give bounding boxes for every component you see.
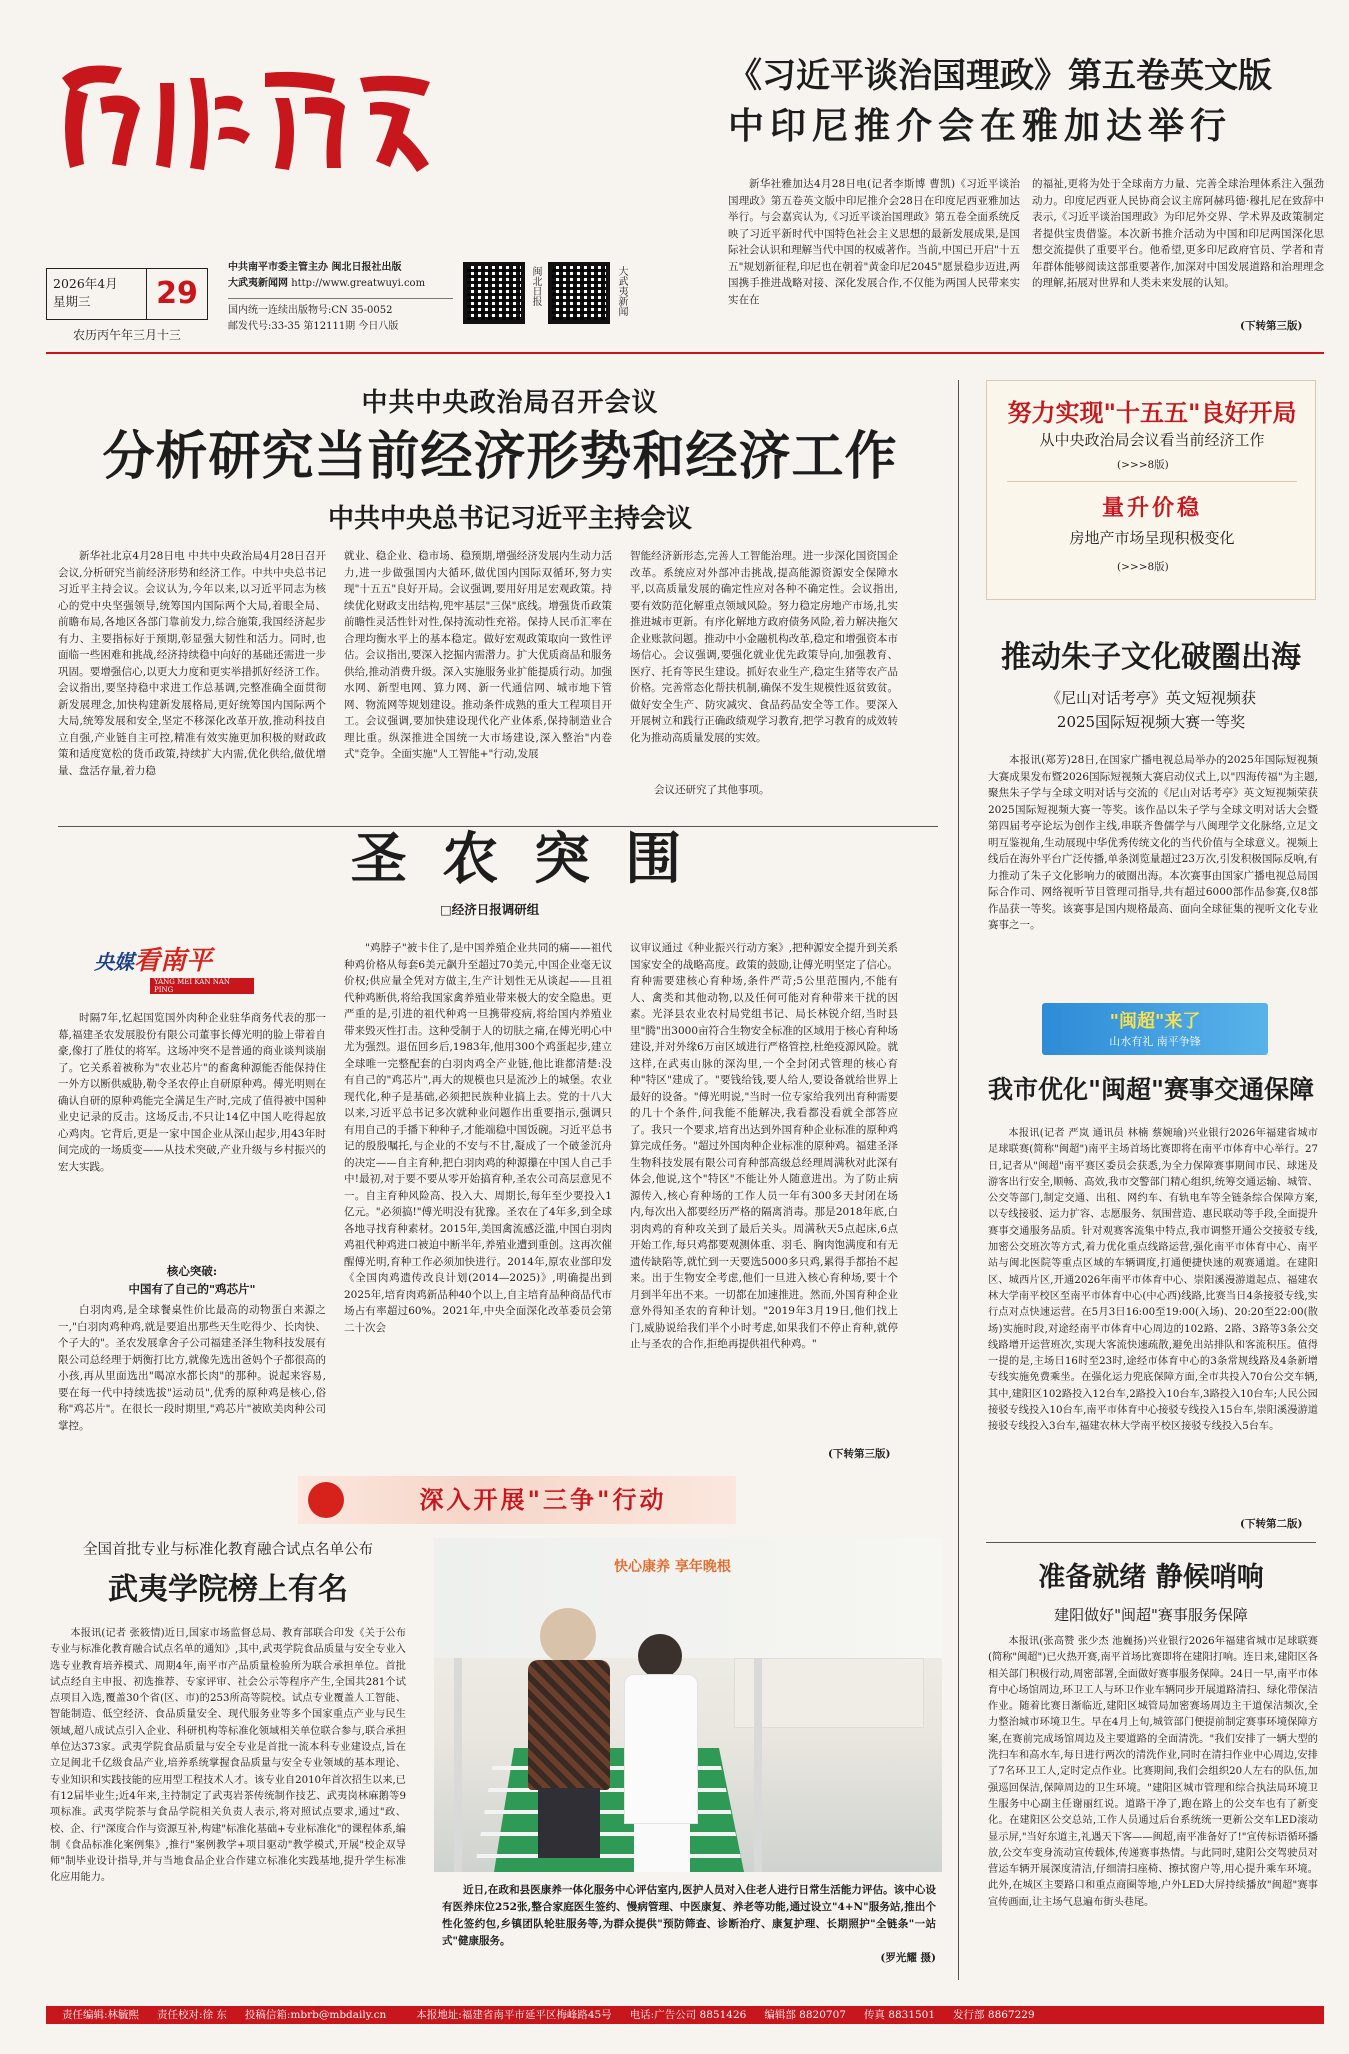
ref-box	[986, 380, 1316, 600]
sidebar-rule	[986, 1542, 1316, 1543]
issue-date: 2026年4月	[53, 276, 118, 291]
lead-story-text-2: 就业、稳企业、稳市场、稳预期,增强经济发展内生动力活力,进一步做强国内大循环,做优国内国际双循环,努力实现"十五五"良好开局。会议强调,要用好用足宏观政策。持续优化财政支出结构,兜牢基层"三保"底线。增强货币政策前瞻性灵活性针对性,保持流动性充裕。保持人民币汇率在合理均衡水平上的基本稳定。做好宏观政策取向一致性评估。会议指出,要深入挖掘内需潜力。扩大优质商品和服务供给,推动消费升级。深入实施服务业扩能提质行动。加强水网、新型电网、算力网、新一代通信网、城市地下管网、物流网等规划建设。推动条件成熟的重大工程项目开工。会议强调,要加快建设现代化产业体系,保持制造业合理比重。纵深推进全国统一大市场建设,深入整治"内卷式"竞争。全面实施"人工智能+"行动,发展	[344, 550, 612, 760]
ready-headline: 准备就绪 静候哨响	[1038, 1562, 1264, 1593]
lead-story-end: 会议还研究了其他事项。	[654, 784, 770, 796]
ref-box-page-1[interactable]: (>>>8版)	[1117, 459, 1169, 471]
badge-english: YANG MEI KAN NAN PING	[150, 978, 254, 994]
date-box	[46, 268, 208, 320]
ref-box-page-2[interactable]: (>>>8版)	[1117, 561, 1169, 573]
website-line	[228, 276, 453, 292]
footer-email[interactable]: 投稿信箱:mbrb@mbdaily.cn	[244, 2009, 387, 2021]
ref-box-title: 努力实现"十五五"良好开局	[1007, 399, 1297, 427]
footer-desk-phone: 编辑部 8820707	[764, 2009, 846, 2021]
qr-code-2[interactable]	[548, 262, 610, 324]
zhu-subhead-1: 《尼山对话考亭》英文短视频获	[1045, 689, 1256, 707]
top-story-headline-2: 中印尼推介会在雅加达举行	[728, 106, 1233, 147]
feature-col3	[630, 940, 898, 1444]
edu-story-headline: 武夷学院榜上有名	[108, 1572, 348, 1607]
ready-body	[988, 1634, 1318, 1984]
ready-subhead: 建阳做好"闽超"赛事服务保障	[1054, 1606, 1248, 1624]
zhu-text: 本报讯(郑芳)28日,在国家广播电视总局举办的2025年国际短视频大赛成果发布暨2026国际短视频大赛启动仪式上,以"四海传福"为主题,聚焦朱子学与全球文明对话与交流的《尼山对话考亭》英文短视频荣获2025国际短视频大赛一等奖。该作品以朱子学与全球文明对话大会暨第四届考亭论坛为创作主线,串联齐鲁儒学与八闽理学文化脉络,立足文明互鉴视角,生动展现中华优秀传统文化的当代价值与全球意义。视频上线后在海外平台广泛传播,单条浏览量超过23万次,引发积极国际反响,有力推动了朱子文化影响力的破圈出海。本次赛事由国家广播电视总局国际合作司、网络视听节目管理司指导,共有超过6000部作品参赛,仅8部作品获一等奖。该赛事是国内规格最高、面向全球征集的视听文化专业赛事之一。	[988, 754, 1318, 931]
ready-text: 本报讯(张高赞 张少杰 池巍扬)兴业银行2026年福建省城市足球联赛(简称"闽超")已火热开赛,南平首场比赛即将在建阳打响。连日来,建阳区各相关部门积极行动,周密部署,全面做好赛事服务保障。24日一早,南平市体育中心场馆周边,环卫工人与环卫作业车辆同步开展道路清扫、绿化带保洁作业。随着比赛日渐临近,建阳区城管局加密赛场周边主干道保洁频次,全力整治城市环境卫生。早在4月上旬,城管部门便提前制定赛事环境保障方案,在赛前完成场馆周边及主要道路的全面清洗。"我们安排了一辆大型的洗扫车和高水车,每日进行两次的清洗作业,同时在清扫作业中心周边,安排了7名环卫工人,定时定点作业。比赛期间,我们会组织20人左右的队伍,加强巡回保洁,保障周边的卫生环境。"建阳区城市管理和综合执法局环境卫生服务中心副主任谢丽红说。道路干净了,跑在路上的公交车也有了新变化。在建阳区公交总站,工作人员通过后台系统统一更新公交车LED滚动显示屏,"当好东道主,礼遇天下客——闽超,南平准备好了!"宣传标语循环播放,公交车变身流动宣传载体,传递赛事热情。与此同时,建阳公交驾驶员对营运车辆开展深度清洁,仔细清扫座椅、擦拭窗户等,用心提升乘车环境。此外,在城区主要路口和重点商圈等地,户外LED大屏持续播放"闽超"赛事宣传画面,让主场气息遍布街头巷尾。	[988, 1636, 1318, 1908]
lead-story-text-3: 智能经济新形态,完善人工智能治理。进一步深化国资国企改革。系统应对外部冲击挑战,提高能源资源安全保障水平,以高质量发展的确定性应对各种不确定性。会议指出,要有效防范化解重点领域风险。努力稳定房地产市场,扎实推进城市更新。有序化解地方政府债务风险,着力解决拖欠企业账款问题。推动中小金融机构改革,稳定和增强资本市场信心。会议强调,要强化就业优先政策导向,加强教育、医疗、托育等民生建设。抓好农业生产,稳定生猪等农产品价格。完善常态化帮扶机制,确保不发生规模性返贫致贫。做好安全生产、防灾减灾、食品药品安全等工作。要深入开展树立和践行正确政绩观学习教育,把学习教育的成效转化为推动高质量发展的实效。	[630, 550, 898, 744]
top-story-headline-1: 《习近平谈治国理政》第五卷英文版	[728, 56, 1272, 96]
feature-text-2: "鸡脖子"被卡住了,是中国养殖企业共同的痛——祖代种鸡价格从每套6美元飙升至超过70美元,中国企业毫无议价权;供应量全凭对方做主,生产计划性无从谈起——且祖代种鸡断供,将给我国家禽养殖业带来极大的安全隐患。更严重的是,引进的祖代种鸡一旦携带疫病,将给国内养殖业带来毁灭性打击。这种受制于人的切肤之痛,在傅光明心中尤为强烈。退伍回乡后,1983年,他用300个鸡蛋起步,建立全球唯一完整配套的白羽肉鸡全产业链,他比谁都清楚:没有自己的"鸡芯片",再大的规模也只是流沙上的城堡。农业现代化,种子是基础,必须把民族种业搞上去。党的十八大以来,习近平总书记多次就种业问题作出重要指示,强调只有用自己的手播下种种子,才能端稳中国饭碗。习近平总书记的殷殷嘱托,与企业的不安与不甘,凝成了一个破釜沉舟的决定——自主育种,把白羽肉鸡的种源攥在中国人自己手中!最初,对于要不要从零开始搞育种,圣农公司高层意见不一。自主育种风险高、投入大、周期长,每年至少要投入1亿元。"必须搞!"傅光明没有犹豫。圣农在了4年多,到全球各地寻找育种素材。2015年,美国禽流感泛滥,中国白羽肉鸡祖代种鸡进口被迫中断半年,养殖业遭到重创。这再次催醒傅光明,育种工作必须加快进行。2014年,原农业部印发《全国肉鸡遗传改良计划(2014—2025)》,明确提出到2025年,培育肉鸡新品种40个以上,自主培育品种商品代市场占有率超过60%。2021年,中央全面深化改革委员会第二十次会	[344, 942, 612, 1334]
lunar-date: 农历丙午年三月十三	[72, 328, 181, 342]
feature-subhead-2: 中国有了自己的"鸡芯片"	[128, 1282, 256, 1296]
top-story-text-2: 的福祉,更将为处于全球南方力量、完善全球治理体系注入强劲动力。印度尼西亚人民协商会议主席阿赫玛德·穆扎尼在致辞中表示,《习近平谈治国理政》为印尼外交界、学术界及政策制定者提供宝贵借鉴。本次新书推介活动为中国和印尼两国深化思想交流提供了重要平台。他希望,更多印尼政府官员、学者和青年群体能够阅读这部重要著作,加深对中国发展道路和治理理念的理解,拓展对世界和人类未来发展的认知。	[1032, 178, 1324, 289]
edu-story-kicker: 全国首批专业与标准化教育融合试点名单公布	[83, 1542, 373, 1558]
publisher-info	[228, 260, 453, 335]
news-photo	[434, 1538, 942, 1872]
website-link[interactable]: http://www.greatwuyi.com	[291, 278, 426, 289]
website-name: 大武夷新闻网	[228, 278, 288, 289]
campaign-banner-text: 深入开展"三争"行动	[419, 1486, 667, 1514]
lead-story-kicker: 中共中央政治局召开会议	[361, 388, 659, 418]
photo-credit: (罗光耀 摄)	[880, 1952, 936, 1964]
masthead-logo-graphic	[50, 58, 445, 176]
lead-story-col1	[58, 548, 326, 818]
top-story-text-1: 新华社雅加达4月28日电(记者李斯博 曹凯)《习近平谈治国理政》第五卷英文版中印尼推介会28日在印度尼西亚雅加达举行。与会嘉宾认为,《习近平谈治国理政》第五卷全面系统反映了习近平新时代中国特色社会主义思想的最新发展成果,是国际社会认识和理解当代中国的权威著作。当前,中国已开启"十五五"规划新征程,印尼也在朝着"黄金印尼2045"愿景稳步迈进,两国携手推进战略对接、深化发展合作,不仅能为两国人民带来实实在在	[728, 178, 1020, 306]
ref-box-sub: 从中央政治局会议看当前经济工作	[1039, 431, 1265, 449]
masthead-divider	[46, 352, 1324, 354]
lead-story-text-1: 新华社北京4月28日电 中共中央政治局4月28日召开会议,分析研究当前经济形势和经济工作。中共中央总书记习近平主持会议。会议认为,今年以来,以习近平同志为核心的党中央坚强领导,统筹国内国际两个大局,着眼全局、前瞻布局,各地区各部门靠前发力,综合施策,我国经济起步有力、主要指标好于预期,彰显强大韧性和活力。同时,也面临一些困难和挑战,经济持续稳中向好的基础还需进一步巩固。要增强信心,以更大力度和更实举措抓好经济工作。会议指出,要坚持稳中求进工作总基调,完整准确全面贯彻新发展理念,加快构建新发展格局,更好统筹国内国际两个大局,统筹发展和安全,坚定不移深化改革开放,推动科技自立自强,产业链自主可控,精准有效实施更加积极的财政政策和适度宽松的货币政策,持续扩大内需,优化供给,做优增量、盘活存量,着力稳	[58, 550, 326, 777]
feature-text-1a: 时隔7年,忆起国览国外肉种企业驻华商务代表的那一幕,福建圣农发展股份有限公司董事长傅光明的脸上带着自豪,像打了胜仗的将军。这场冲突不是普通的商业谈判谈崩了。它关系着被称为"农业芯片"的畜禽种源能否能保持住一外方以断供威胁,勒令圣农停止自研原种鸡。傅光明则在确认自研的原种鸡能完全满足生产时,完成了值得被中国种业史记录的反击。这场反击,不只让14亿中国人吃得起放心鸡肉。它背后,更是一家中国企业从深山起步,用43年时间完成的一场质变——从技术突破,产业升级与乡村振兴的宏大实践。	[58, 1012, 326, 1173]
top-story-body-col2	[1032, 176, 1324, 316]
feature-headline: 圣 农 突 围	[350, 827, 690, 892]
badge-nanping: 看南平	[134, 946, 213, 976]
edu-story-text: 本报讯(记者 张筱情)近日,国家市场监督总局、教育部联合印发《关于公布专业与标准化教育融合试点名单的通知》,其中,武夷学院食品质量与安全专业入选专业教育培养模式、周期4年,南平市产品质量检验所为联合承担单位。首批试点经自主申报、初选推荐、专家评审、社会公示等程序产生,全国共281个试点项目入选,覆盖30个省(区、市)的253所高等院校。试点专业覆盖人工智能、智能制造、低空经济、食品质量安全、现代服务业等多个国家重点产业与民生领域,超八成试点引入企业、科研机构等标准化领域相关单位联合参与,联合承担单位达373家。武夷学院食品质量与安全专业是首批一流本科专业建设点,旨在立足闽北千亿级食品产业,培养系统掌握食品质量与安全专业领域的基本理论、专业知识和实践技能的应用型工程技术人才。该专业自2010年首次招生以来,已有12届毕业生;近4年来,主持制定了武夷岩茶传统制作技艺、武夷岗林麻鹅等9项标准。武夷学院茶与食品学院相关负责人表示,将对照试点要求,通过"政、校、企、行"深度合作与资源互补,构建"标准化基础+专业标准化"的课程体系,编制《食品标准化案例集》,推行"案例教学+项目驱动"教学模式,开展"校企双导师"制毕业设计指导,并与当地食品企业合作建立标准化实践基地,提升学生标准化应用能力。	[50, 1628, 406, 1884]
sponsor-line: 中共南平市委主管主办 闽北日报社出版	[228, 262, 402, 273]
footer-bar	[46, 2006, 1324, 2024]
photo-caption-text: 近日,在政和县医康养一体化服务中心评估室内,医护人员对入住老人进行日常生活能力评估。该中心设有医养床位252张,整合家庭医生签约、慢病管理、中医康复、养老等功能,通过设立"4+N"服务站,推出个性化签约包,乡镇团队轮驻服务等,为群众提供"预防筛查、诊断治疗、康复护理、长期照护"全链条"一站式"健康服务。	[442, 1884, 936, 1947]
footer-circulation: 发行部 8867229	[953, 2009, 1035, 2021]
feature-col1a	[58, 1010, 326, 1258]
issn-line: 国内统一连续出版物号:CN 35-0052	[228, 298, 453, 319]
masthead-logo	[50, 58, 445, 176]
badge-media: 央媒	[94, 950, 134, 974]
footer-ad-phone: 电话:广告公司 8851426	[629, 2009, 747, 2021]
soccer-banner-title: "闽超"来了	[1109, 1011, 1201, 1032]
feature-continued: (下转第三版)	[828, 1448, 891, 1460]
sidebar-divider	[958, 380, 959, 1980]
traffic-text: 本报讯(记者 严岚 通讯员 林楠 蔡婉瑜)兴业银行2026年福建省城市足球联赛(简称"闽超")南平主场首场比赛即将在南平市体育中心举行。27日,记者从"闽超"南平赛区委员会获悉,为全力保障赛事期间市民、球迷及游客出行安全,顺畅、高效,我市交警部门精心组织,统筹交通运输、城管、公交等部门,制定交通、出租、网约车、有轨电车等全链条综合保障方案,以专线接驳、运力扩容、志愿服务、氛围营造、惠民联动等手段,全面提升赛事交通服务品质。针对观赛客流集中特点,我市调整开通公交接驳专线,加密公交班次等方式,着力优化重点线路运营,强化南平市体育中心、南平站与闽北医院等重点区域的车辆调度,打通便捷快速的观赛通道。在建阳区、城西片区,开通2026年南平市体育中心、崇阳溪漫游道起点、福建农林大学南平校区至南平市体育中心(中心西)线路,比赛当日4条接驳专线,实行点对点快速运营。在5月3日16:00至19:00(入场)、20:20至22:00(散场)实施时段,对途经南平市体育中心周边的102路、2路、3路等3条公交线路增开运营班次,实现大客流快速疏散,避免出站排队和客流积压。值得一提的是,主场日16时至23时,途经市体育中心的3条常规线路及4条新增专线实施免费乘坐。在强化运力兜底保障方面,全市共投入70台公交车辆,其中,建阳区102路投入12台车,2路投入10台车,3路投入10台车;人民公园接驳专线投入10台车,南平市体育中心接驳专线投入15台车,崇阳溪漫游道接驳专线投入3台车,福建农林大学南平校区接驳专线投入5台车。	[988, 1128, 1318, 1433]
traffic-continued: (下转第二版)	[1240, 1518, 1303, 1530]
feature-col1b	[58, 1302, 326, 1462]
footer-proof: 责任校对:徐 东	[157, 2009, 227, 2021]
lead-story-subhead: 中共中央总书记习近平主持会议	[327, 504, 692, 534]
top-story-body-col1	[728, 176, 1020, 336]
soccer-banner-sub: 山水有礼 南平争锋	[1109, 1035, 1201, 1048]
photo-wall-text: 快心康养 享年晚根	[614, 1559, 731, 1575]
feature-text-3: 议审议通过《种业振兴行动方案》,把种源安全提升到关系国家安全的战略高度。政策的鼓励,让傅光明坚定了信心。育种需要建核心育种场,条件严苛;5公里范围内,不能有人、禽类和其他动物,以及任何可能对育种带来干扰的因素。光泽县农业农村局党组书记、局长林锐介绍,当时县里"腾"出3000亩符合生物安全标准的区域用于核心育种场建设,并对外缘6万亩区域进行严格管控,杜绝疫源风险。就这样,在武夷山脉的深沟里,一个全封闭式管理的核心育种"特区"建成了。"要钱给钱,要人给人,要设备就给世界上最好的设备。"傅光明说,"当时一位专家给我列出育种需要的几十个条件,问我能不能解决,我看都没看就全部答应了。我只一个要求,培育出达到外国育种企业标准的原种鸡算完成任务。"超过外国肉种企业标准的原种鸡。福建圣泽生物科技发展有限公司育种部高级总经理周满秋对此深有体会,他说,这个"特区"不能让外人随意进出。为了防止病源传入,核心育种场的工作人员一年有300多天封闭在场内,每次出入都要经历严格的隔离消毒。那是2018年底,白羽肉鸡的育种攻关到了最后关头。周满秋天5点起床,6点开始工作,每只鸡都要观测体重、羽毛、胸肉饱满度和有无遗传缺陷等,就忙到一天要选5000多只鸡,累得手都抬不起来。出于生物安全考虑,他们一旦进入核心育种场,要十个月到半年出不来。一切都在加速推进。然而,外国育种企业意外得知圣农的育种计划。"2019年3月19日,他们找上门,威胁说给我们半个小时考虑,如果我们不停止育种,就停止与圣农的合作,拒绝再提供祖代种鸡。"	[630, 942, 898, 1350]
issue-weekday: 星期三	[53, 294, 91, 309]
lead-story-headline: 分析研究当前经济形势和经济工作	[102, 427, 898, 487]
footer-fax: 传真 8831501	[863, 2009, 936, 2021]
lead-story-col3	[630, 548, 898, 778]
traffic-body	[988, 1126, 1318, 1536]
ref-box-title-2: 量升价稳	[1101, 496, 1202, 521]
issue-day: 29	[156, 276, 198, 311]
ref-box-sub-2: 房地产市场呈现积极变化	[1069, 529, 1235, 547]
zhu-subhead	[986, 686, 1316, 734]
qr-code-1[interactable]	[463, 262, 525, 324]
yangmei-badge	[94, 940, 254, 994]
traffic-headline: 我市优化"闽超"赛事交通保障	[987, 1075, 1315, 1104]
feature-col2	[344, 940, 612, 1458]
edu-story-body	[50, 1626, 406, 1962]
footer-address: 本报地址:福建省南平市延平区梅峰路45号	[416, 2009, 612, 2021]
campaign-banner	[298, 1476, 736, 1524]
qr-label-1: 闽北日报	[530, 266, 541, 306]
qr-label-2: 大武夷新闻	[616, 266, 627, 316]
postal-line: 邮发代号:33-35 第12111期 今日八版	[228, 321, 399, 332]
zhu-body	[988, 752, 1318, 980]
zhu-headline: 推动朱子文化破圈出海	[1001, 640, 1301, 675]
photo-caption	[442, 1882, 936, 1967]
zhu-subhead-2: 2025国际短视频大赛一等奖	[1056, 713, 1246, 731]
top-story-continued: (下转第三版)	[1240, 320, 1303, 332]
feature-byline: □经济日报调研组	[440, 902, 540, 917]
lead-story-col2	[344, 548, 612, 818]
feature-subhead	[58, 1262, 326, 1298]
footer-editor: 责任编辑:林毓熙	[62, 2009, 140, 2021]
feature-subhead-1: 核心突破:	[166, 1264, 218, 1278]
soccer-banner	[1042, 1003, 1268, 1055]
feature-text-1b: 白羽肉鸡,是全球餐桌性价比最高的动物蛋白来源之一,"白羽肉鸡种鸡,就是要追出那些天生吃得少、长肉快、个子大的"。圣农发展拿舍子公司福建圣泽生物科技发展有限公司总经理于炳衡打比方,就像先选出爸妈个子都很高的小孩,再从里面选出"喝凉水都长肉"的那种。说起来容易,要在每一代中持续选拔"运动员",优秀的原种鸡是核心,俗称"鸡芯片"。在很长一段时期里,"鸡芯片"被欧美肉种公司掌控。	[58, 1304, 326, 1432]
